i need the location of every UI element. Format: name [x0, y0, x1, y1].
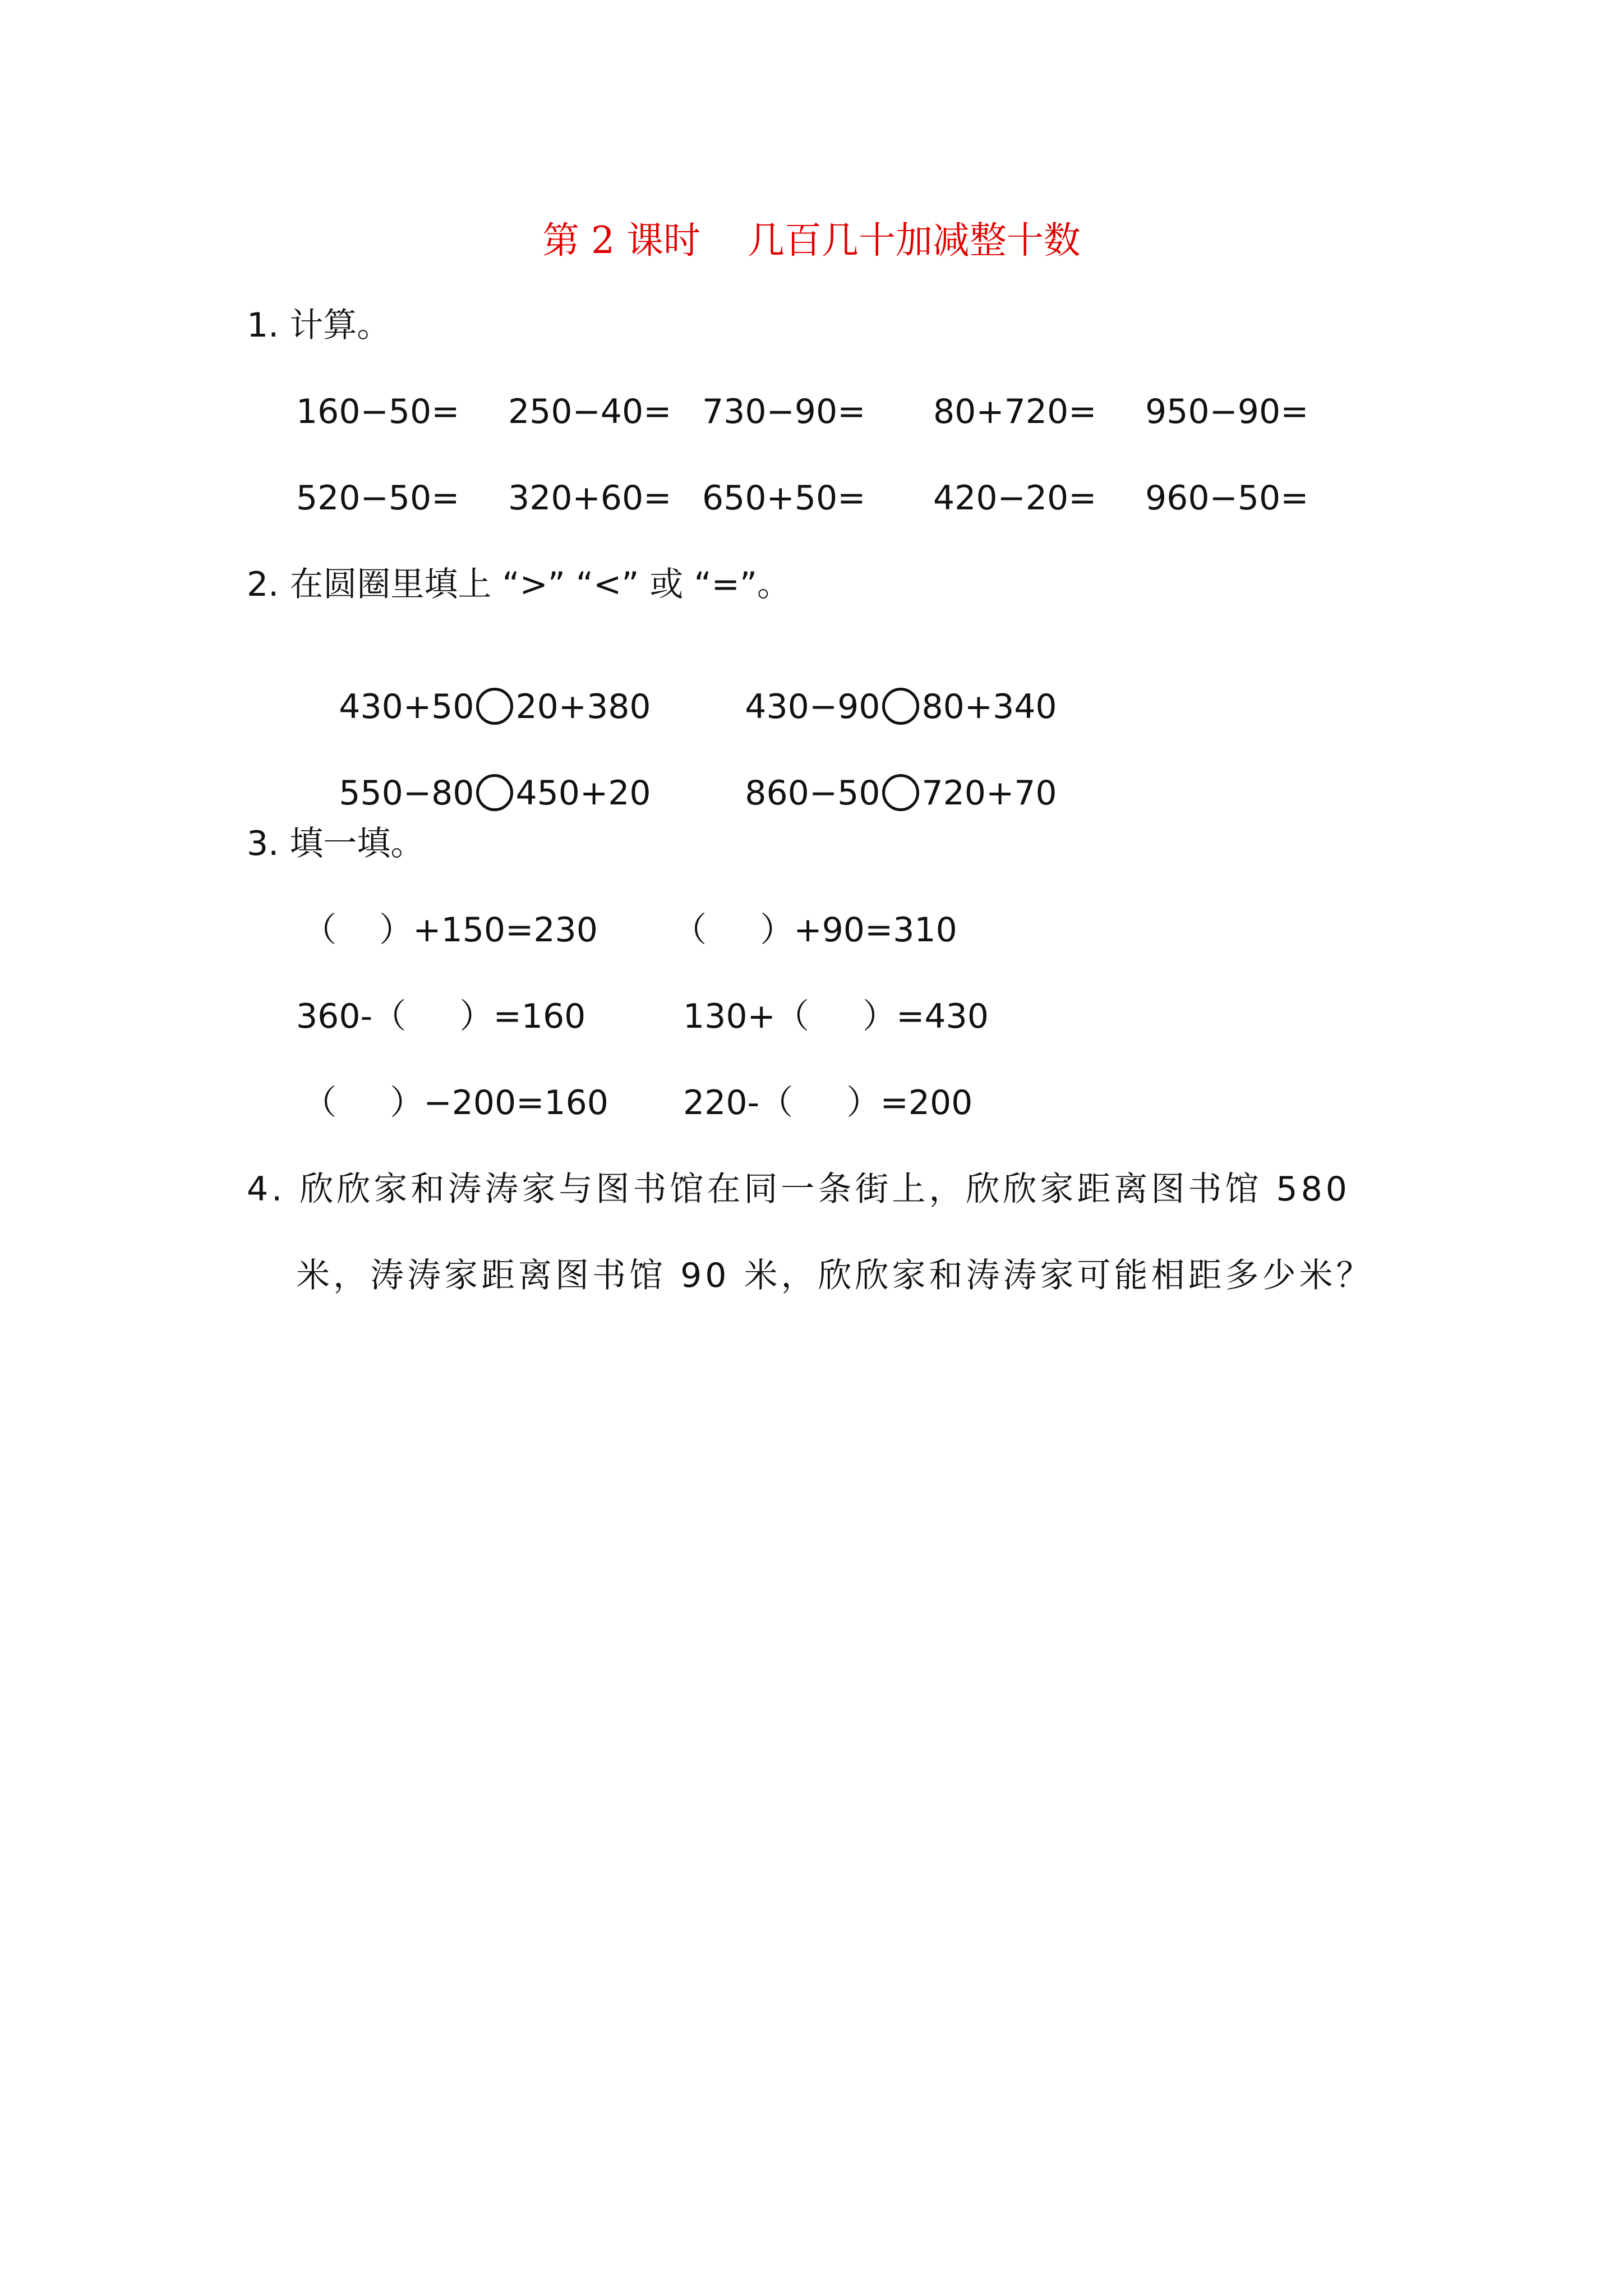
q3-fill-blank[interactable]: 130+（ ）=430 [683, 997, 989, 1036]
q3-fill-blank[interactable]: 360-（ ）=160 [296, 997, 586, 1036]
q2-right-expression: 80+340 [921, 687, 1057, 726]
q1-expression: 320+60= [508, 478, 672, 518]
q1-expression: 950−90= [1145, 392, 1309, 431]
q1-expression: 160−50= [296, 392, 460, 431]
q1-expression: 730−90= [702, 392, 866, 431]
q3-fill-blank[interactable]: （ ）+150=230 [303, 910, 598, 950]
answer-circle[interactable] [476, 688, 513, 725]
q3-fill-blank[interactable]: （ ）−200=160 [303, 1083, 608, 1122]
q2-right-expression: 450+20 [515, 774, 651, 813]
q1-expression: 250−40= [508, 392, 672, 431]
q1-expression: 960−50= [1145, 478, 1309, 518]
q3-heading: 3. 填一填。 [247, 824, 425, 863]
lesson-title: 第 2 课时 几百几十加减整十数 [542, 219, 1081, 262]
q1-expression: 650+50= [702, 478, 866, 518]
q2-heading: 2. 在圆圈里填上 “>” “<” 或 “=”。 [247, 565, 791, 604]
q2-left-expression: 550−80 [339, 774, 474, 813]
q2-left-expression: 430−90 [745, 687, 880, 726]
q2-left-expression: 860−50 [745, 774, 880, 813]
q1-expression: 420−20= [933, 478, 1097, 518]
q2-right-expression: 20+380 [515, 687, 651, 726]
q1-expression: 80+720= [933, 392, 1097, 431]
q1-heading: 1. 计算。 [247, 306, 391, 345]
q2-left-expression: 430+50 [339, 687, 474, 726]
q2-comparison [702, 740, 1057, 845]
q3-fill-blank[interactable]: 220-（ ）=200 [683, 1083, 973, 1122]
answer-circle[interactable] [882, 774, 919, 811]
q4-line-1: 4. 欣欣家和涛涛家与图书馆在同一条街上，欣欣家距离图书馆 580 [247, 1170, 1350, 1209]
q2-right-expression: 720+70 [921, 774, 1057, 813]
answer-circle[interactable] [476, 774, 513, 811]
q3-fill-blank[interactable]: （ ）+90=310 [673, 910, 957, 950]
q4-line-2: 米，涛涛家距离图书馆 90 米，欣欣家和涛涛家可能相距多少米？ [296, 1256, 1373, 1295]
q1-expression: 520−50= [296, 478, 460, 518]
answer-circle[interactable] [882, 688, 919, 725]
